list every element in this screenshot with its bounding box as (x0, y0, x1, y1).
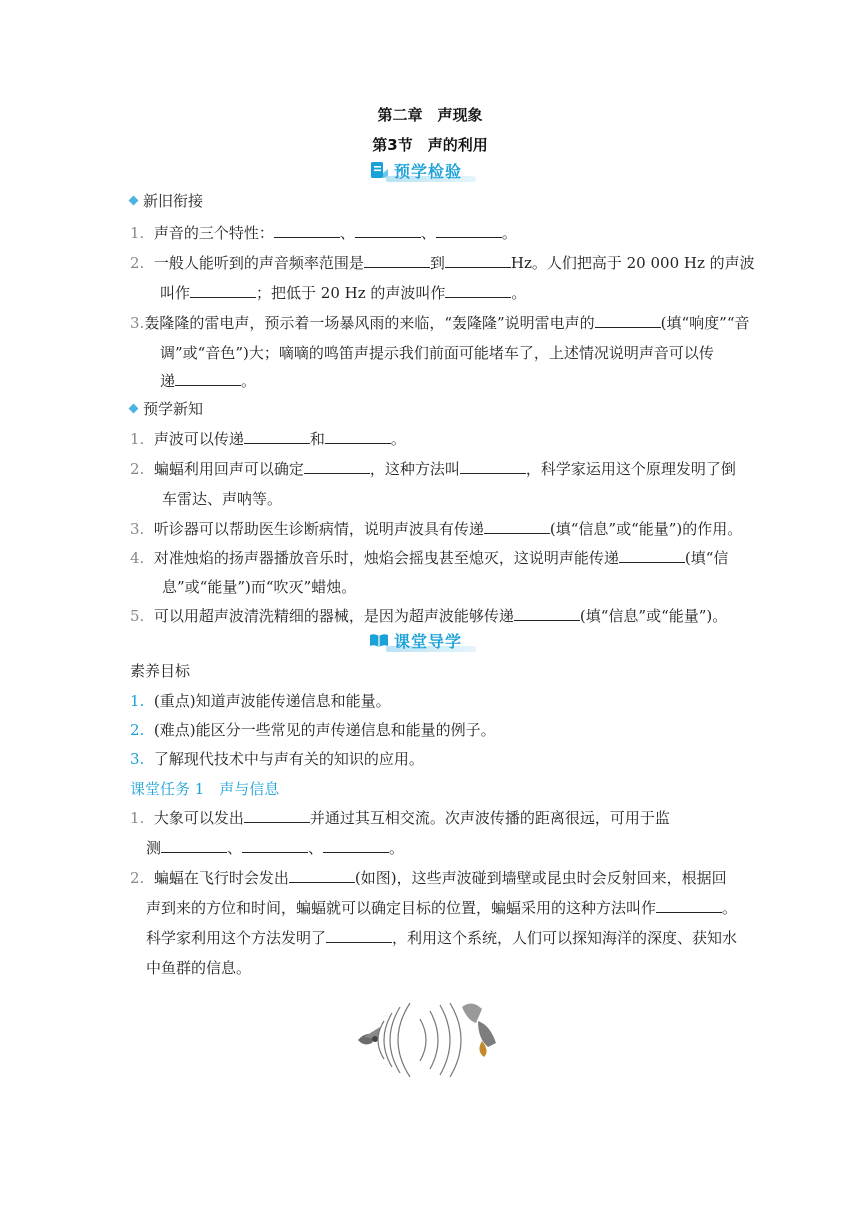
classroom-banner (366, 628, 482, 654)
answer-blank[interactable] (289, 868, 355, 883)
answer-blank[interactable] (460, 459, 526, 474)
answer-blank[interactable] (445, 253, 511, 268)
preview-banner (366, 158, 482, 184)
answer-blank[interactable] (656, 898, 722, 913)
goal-2: 2. (难点)能区分一些常见的声传递信息和能量的例子。 (130, 721, 496, 739)
task-item-1-line-2: 测 、 、 。 (146, 839, 405, 857)
answer-blank[interactable] (619, 548, 685, 563)
sound-wave-arcs (378, 1003, 461, 1077)
goal-1: 1. (重点)知道声波能传递信息和能量。 (130, 692, 391, 710)
diamond-bullet-icon (129, 403, 139, 413)
answer-blank[interactable] (323, 838, 389, 853)
task-item-1-line-1: 1. 大象可以发出 并通过其互相交流。次声波传播的距离很远，可用于监 (130, 809, 670, 827)
bat-echolocation-illustration (350, 995, 510, 1085)
old-item-2-line-1: 2. 一般人能听到的声音频率范围是 到 Hz。人们把高于 20 000 Hz 的声波 (130, 254, 755, 272)
answer-blank[interactable] (484, 519, 550, 534)
bat-icon (358, 1027, 380, 1044)
answer-blank[interactable] (326, 928, 392, 943)
new-item-5: 5. 可以用超声波清洗精细的器械，是因为超声波能够传递 (填“信息”或“能量”)。 (130, 607, 728, 625)
goal-3: 3. 了解现代技术中与声有关的知识的应用。 (130, 750, 424, 768)
answer-blank[interactable] (325, 429, 391, 444)
answer-blank[interactable] (436, 223, 502, 238)
answer-blank[interactable] (190, 283, 256, 298)
old-item-3-line-2: 调”或“音色”)大；嘀嘀的鸣笛声提示我们前面可能堵车了，上述情况说明声音可以传 (160, 344, 714, 362)
section-title: 第3节 声的利用 (372, 136, 488, 154)
new-item-2-line-1: 2. 蝙蝠利用回声可以确定 ，这种方法叫 ，科学家运用这个原理发明了倒 (130, 460, 736, 478)
old-item-3-line-3: 递 。 (160, 372, 257, 390)
goals-heading: 素养目标 (130, 662, 191, 680)
answer-blank[interactable] (445, 283, 511, 298)
task-item-2-line-2: 声到来的方位和时间，蝙蝠就可以确定目标的位置，蝙蝠采用的这种方法叫作 。 (146, 899, 738, 917)
new-item-2-line-2: 车雷达、声呐等。 (162, 490, 283, 508)
answer-blank[interactable] (355, 223, 421, 238)
new-item-4-line-1: 4. 对准烛焰的扬声器播放音乐时，烛焰会摇曳甚至熄灭，这说明声能传递 (填“信 (130, 549, 729, 567)
task-item-2-line-4: 中鱼群的信息。 (146, 959, 252, 977)
chapter-title: 第二章 声现象 (377, 106, 483, 124)
answer-blank[interactable] (244, 808, 310, 823)
answer-blank[interactable] (304, 459, 370, 474)
answer-blank[interactable] (175, 371, 241, 386)
answer-blank[interactable] (514, 606, 580, 621)
classroom-banner-label: 课堂导学 (394, 632, 463, 651)
diamond-bullet-icon (129, 195, 139, 205)
task-1-heading: 课堂任务 1 声与信息 (130, 780, 280, 798)
old-new-heading: 新旧衔接 (130, 190, 203, 211)
task-item-2-line-3: 科学家利用这个方法发明了 ，利用这个系统，人们可以探知海洋的深度、获知水 (146, 929, 738, 947)
answer-blank[interactable] (242, 838, 308, 853)
task-item-2-line-1: 2. 蝙蝠在飞行时会发出 (如图)，这些声波碰到墙壁或昆虫时会反射回来，根据回 (130, 869, 727, 887)
answer-blank[interactable] (274, 223, 340, 238)
insect-icon (462, 1003, 496, 1057)
answer-blank[interactable] (244, 429, 310, 444)
new-item-3: 3. 听诊器可以帮助医生诊断病情，说明声波具有传递 (填“信息”或“能量”)的作用。 (130, 520, 743, 538)
old-item-1: 1. 声音的三个特性： 、 、 。 (130, 224, 517, 242)
answer-blank[interactable] (161, 838, 227, 853)
new-knowledge-heading: 预学新知 (130, 398, 203, 419)
answer-blank[interactable] (364, 253, 430, 268)
preview-banner-label: 预学检验 (394, 162, 463, 181)
new-item-4-line-2: 息”或“能量”)而“吹灭”蜡烛。 (162, 578, 357, 596)
answer-blank[interactable] (595, 313, 661, 328)
new-item-1: 1. 声波可以传递 和 。 (130, 430, 406, 448)
old-item-2-line-2: 叫作 ；把低于 20 Hz 的声波叫作 。 (160, 284, 527, 302)
old-item-3-line-1: 3.轰隆隆的雷电声，预示着一场暴风雨的来临，“轰隆隆”说明雷电声的 (填“响度”“音 (130, 314, 750, 332)
